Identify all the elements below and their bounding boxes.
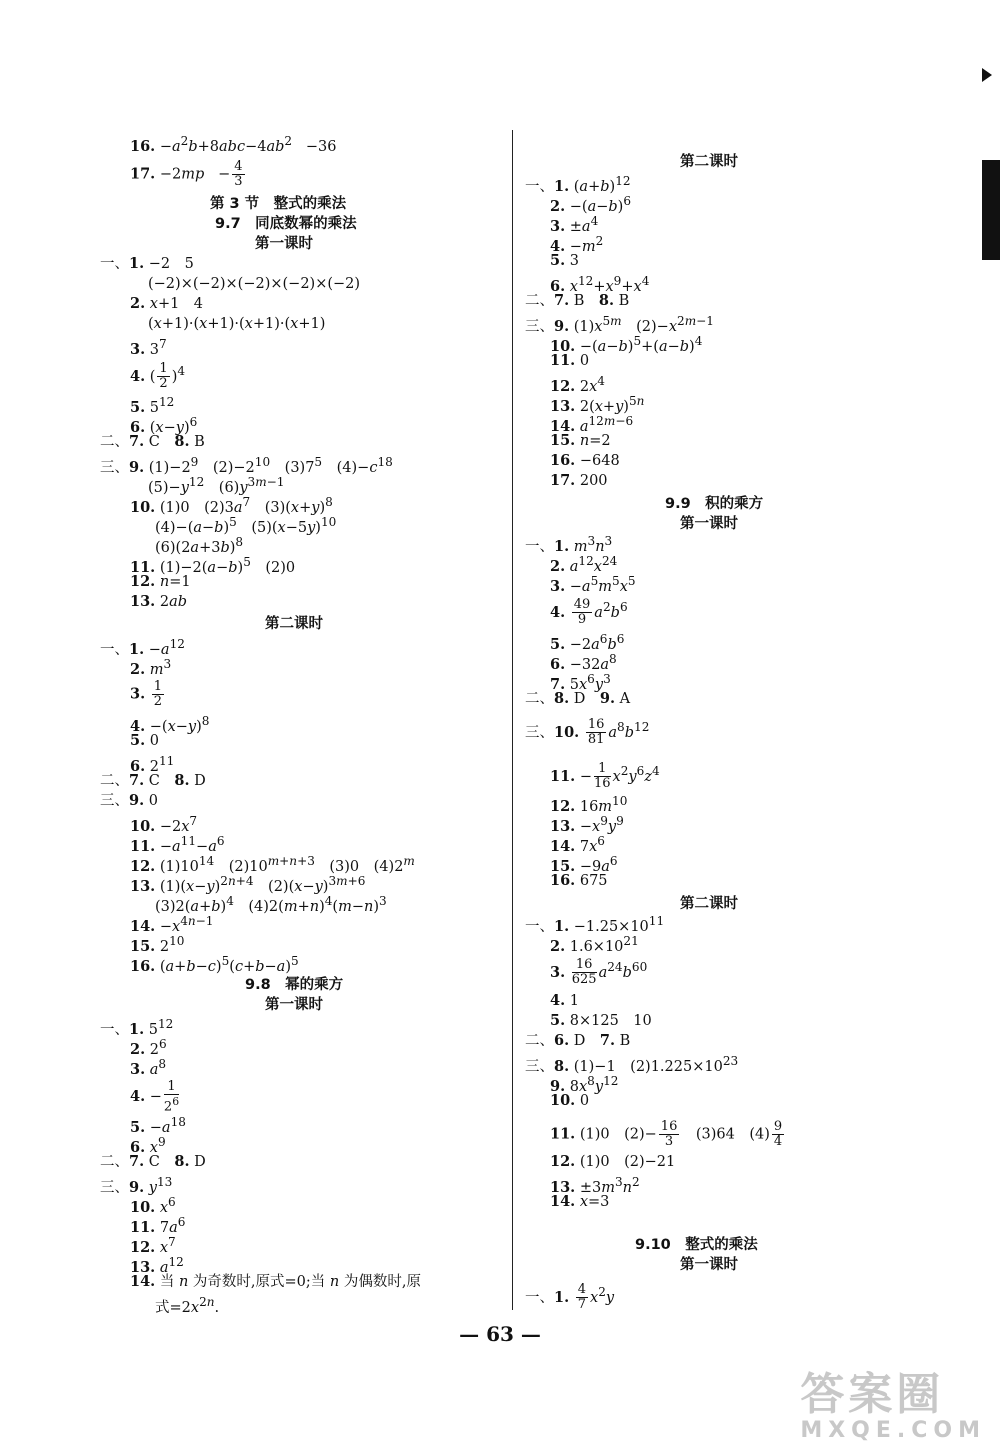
section-heading: 第 3 节 整式的乘法 [210, 196, 347, 212]
section-heading: 9.7 同底数幂的乘法 [215, 216, 357, 232]
answer-line: 16. $-a^2b+8abc-4ab^2 -36$ [130, 134, 337, 155]
answer-line: 13. $\pm 3m^3n^2$ [550, 1175, 640, 1196]
answer-line: 11. − $\frac{1}{16}$ $x^2y^6z^4$ [550, 761, 660, 792]
answer-line: 5. $-2a^6b^6$ [550, 632, 625, 653]
section-heading: 第二课时 [680, 154, 738, 170]
section-heading: 9.8 幂的乘方 [245, 977, 344, 993]
answer-line: 10. $x^6$ [130, 1195, 176, 1216]
answer-line: 一、1. −2 5 [100, 255, 194, 272]
answer-line: 14. x=3 [550, 1193, 610, 1210]
answer-line: 3. $\frac{1}{2}$ [130, 679, 163, 709]
answer-line: 17. −2mp − $\frac{4}{3}$ [130, 159, 243, 189]
answer-line: 4. ( $\frac{1}{2}$ )$^4$ [130, 361, 186, 392]
answer-line: 一、1. $\frac{4}{7}$ $x^2y$ [525, 1282, 615, 1313]
column-divider [512, 130, 513, 1310]
answer-line: (−2)×(−2)×(−2)×(−2)×(−2) [148, 276, 361, 292]
section-heading: 9.10 整式的乘法 [635, 1237, 758, 1253]
answer-line: $(3)2(a+b)^4$ $(4)2(m+n)^4(m-n)^3$ [155, 894, 387, 915]
answer-line: 12. $(1)10^{14}$ $(2)10^{m+n+3}$ (3)0 (4)2$^m$ [130, 854, 415, 875]
answer-line: 7. $5x^6y^3$ [550, 672, 611, 693]
answer-line: 2. $1.6\times 10^{21}$ [550, 934, 639, 955]
answer-line: 14. $-x^{4n-1}$ [130, 914, 214, 935]
answer-line: (x+1)·(x+1)·(x+1)·(x+1) [148, 316, 326, 332]
answer-line: $(4)-(a-b)^5$ $(5)(x-5y)^{10}$ [155, 515, 337, 536]
answer-line: 5. 3 [550, 252, 579, 269]
answer-line: 2. $a^{12}x^{24}$ [550, 554, 618, 575]
answer-line: 15. n=2 [550, 432, 611, 449]
answer-line: 二、7. B 8. B [525, 292, 630, 309]
answer-line: 4. $-m^2$ [550, 234, 604, 255]
answer-line: 三、9. 0 [100, 792, 158, 809]
answer-line: 9. $8x^8y^{12}$ [550, 1074, 619, 1095]
answer-line: 3. $a^8$ [130, 1057, 167, 1078]
answer-line: 6. $-32a^8$ [550, 652, 617, 673]
answer-line: $(5)-y^{12}$ $(6)y^{3m-1}$ [148, 475, 285, 496]
answer-line: 3. $3^7$ [130, 337, 167, 358]
answer-line: 12. (1)0 (2)−21 [550, 1153, 676, 1170]
answer-line: 一、1. $5^{12}$ [100, 1017, 174, 1038]
answer-line: 11. $-a^{11}-a^6$ [130, 834, 225, 855]
answer-line: 二、8. D 9. A [525, 690, 631, 707]
answer-line: 15. $-9a^6$ [550, 854, 618, 875]
page-edge-tab [982, 160, 1000, 260]
answer-line: 15. $2^{10}$ [130, 934, 185, 955]
answer-line: 一、1. $-a^{12}$ [100, 637, 185, 658]
answer-line: 5. $5^{12}$ [130, 395, 175, 416]
answer-line: 5. $-a^{18}$ [130, 1115, 186, 1136]
answer-line: 二、7. C 8. D [100, 772, 206, 789]
answer-line: 2. $m^3$ [130, 657, 172, 678]
answer-line: 11. $7a^6$ [130, 1215, 186, 1236]
answer-line: 16. 675 [550, 872, 608, 889]
answer-line: 14. $7x^6$ [550, 834, 605, 855]
answer-line: 16. $(a+b-c)^5(c+b-a)^5$ [130, 954, 299, 975]
section-heading: 9.9 积的乘方 [665, 496, 764, 512]
answer-line: 16. −648 [550, 452, 620, 469]
answer-line: 一、1. $-1.25\times 10^{11}$ [525, 914, 665, 935]
answer-line: 12. $x^7$ [130, 1235, 176, 1256]
answer-line: 二、7. C 8. B [100, 433, 205, 450]
answer-line: 13. $a^{12}$ [130, 1255, 184, 1276]
section-heading: 第二课时 [680, 896, 738, 912]
answer-line: 11. $(1)-2(a-b)^5$ (2)0 [130, 555, 296, 576]
answer-line: 5. 8×125 10 [550, 1012, 652, 1029]
answer-line: 10. $-2x^7$ [130, 814, 198, 835]
answer-line: 6. $(x-y)^6$ [130, 415, 198, 436]
answer-line: 3. $\frac{16}{625}$ $a^{24}b^{60}$ [550, 957, 648, 988]
answer-line: $(6)(2a+3b)^8$ [155, 535, 244, 556]
answer-line: 12. n=1 [130, 573, 191, 590]
answer-line: 13. 2ab [130, 593, 188, 610]
answer-line: 二、6. D 7. B [525, 1032, 631, 1049]
answer-line: 4. $\frac{49}{9}$ $a^2b^6$ [550, 597, 628, 628]
answer-line: 10. $-(a-b)^5+(a-b)^4$ [550, 334, 703, 355]
answer-line: 3. $\pm a^4$ [550, 214, 599, 235]
answer-line: 一、1. $(a+b)^{12}$ [525, 174, 631, 195]
answer-line: 三、9. $y^{13}$ [100, 1175, 173, 1196]
answer-line: 2. x+1 4 [130, 295, 204, 312]
watermark-logo: 答案圈 [800, 1369, 945, 1420]
answer-line: 11. (1)0 (2)− $\frac{16}{3}$ (3)64 (4) $\frac{9}{4}$ [550, 1119, 783, 1149]
answer-line: 11. 0 [550, 352, 590, 369]
section-heading: 第二课时 [265, 616, 323, 632]
answer-line: 12. $2x^4$ [550, 374, 605, 395]
answer-line: 4. 1 [550, 992, 579, 1009]
section-heading: 第一课时 [680, 516, 738, 532]
answer-line: 三、9. $(1)x^{5m}$ $(2)-x^{2m-1}$ [525, 314, 714, 335]
answer-line: 14. 当 n 为奇数时,原式=0;当 n 为偶数时,原 [130, 1273, 421, 1290]
answer-line: 14. $a^{12m-6}$ [550, 414, 634, 435]
answer-line: 一、1. $m^3n^3$ [525, 534, 613, 555]
answer-line: 三、9. $(1)-2^9$ $(2)-2^{10}$ $(3)7^5$ $(4)-c^{18}$ [100, 455, 393, 476]
watermark [800, 1358, 986, 1443]
answer-line: 4. $-(x-y)^8$ [130, 714, 210, 735]
answer-line: 4. − $\frac{1}{2^6}$ [130, 1079, 180, 1115]
answer-line: 17. 200 [550, 472, 608, 489]
watermark-url: MXQE.COM [800, 1418, 986, 1443]
answer-line: 13. $-x^9y^9$ [550, 814, 624, 835]
answer-line: 10. (1)0 $(2)3a^7$ $(3)(x+y)^8$ [130, 495, 333, 516]
answer-line: 6. $x^9$ [130, 1135, 166, 1156]
answer-line: 3. $-a^5m^5x^5$ [550, 574, 636, 595]
answer-line: 2. $-(a-b)^6$ [550, 194, 632, 215]
answer-line: 13. $(1)(x-y)^{2n+4}$ $(2)(x-y)^{3m+6}$ [130, 874, 366, 895]
answer-line: 10. 0 [550, 1092, 590, 1109]
page-number: — 63 — [459, 1322, 541, 1346]
answer-line: 三、10. $\frac{16}{81}$ $a^8b^{12}$ [525, 717, 650, 748]
answer-line: 二、7. C 8. D [100, 1153, 206, 1170]
answer-line: 13. $2(x+y)^{5n}$ [550, 394, 645, 415]
section-heading: 第一课时 [265, 997, 323, 1013]
section-heading: 第一课时 [680, 1257, 738, 1273]
answer-line: 2. $2^6$ [130, 1037, 167, 1058]
answer-line: 12. $16m^{10}$ [550, 794, 628, 815]
page-edge-arrow-icon [982, 68, 992, 82]
answer-line: 三、8. (1)−1 $(2)1.225\times 10^{23}$ [525, 1054, 739, 1075]
answer-line: 5. 0 [130, 732, 159, 749]
answer-line: 6. $x^{12}+x^9+x^4$ [550, 274, 650, 295]
section-heading: 第一课时 [255, 236, 313, 252]
answer-line: 6. $2^{11}$ [130, 754, 175, 775]
answer-line: 式$=2x^{2n}$. [155, 1295, 220, 1316]
